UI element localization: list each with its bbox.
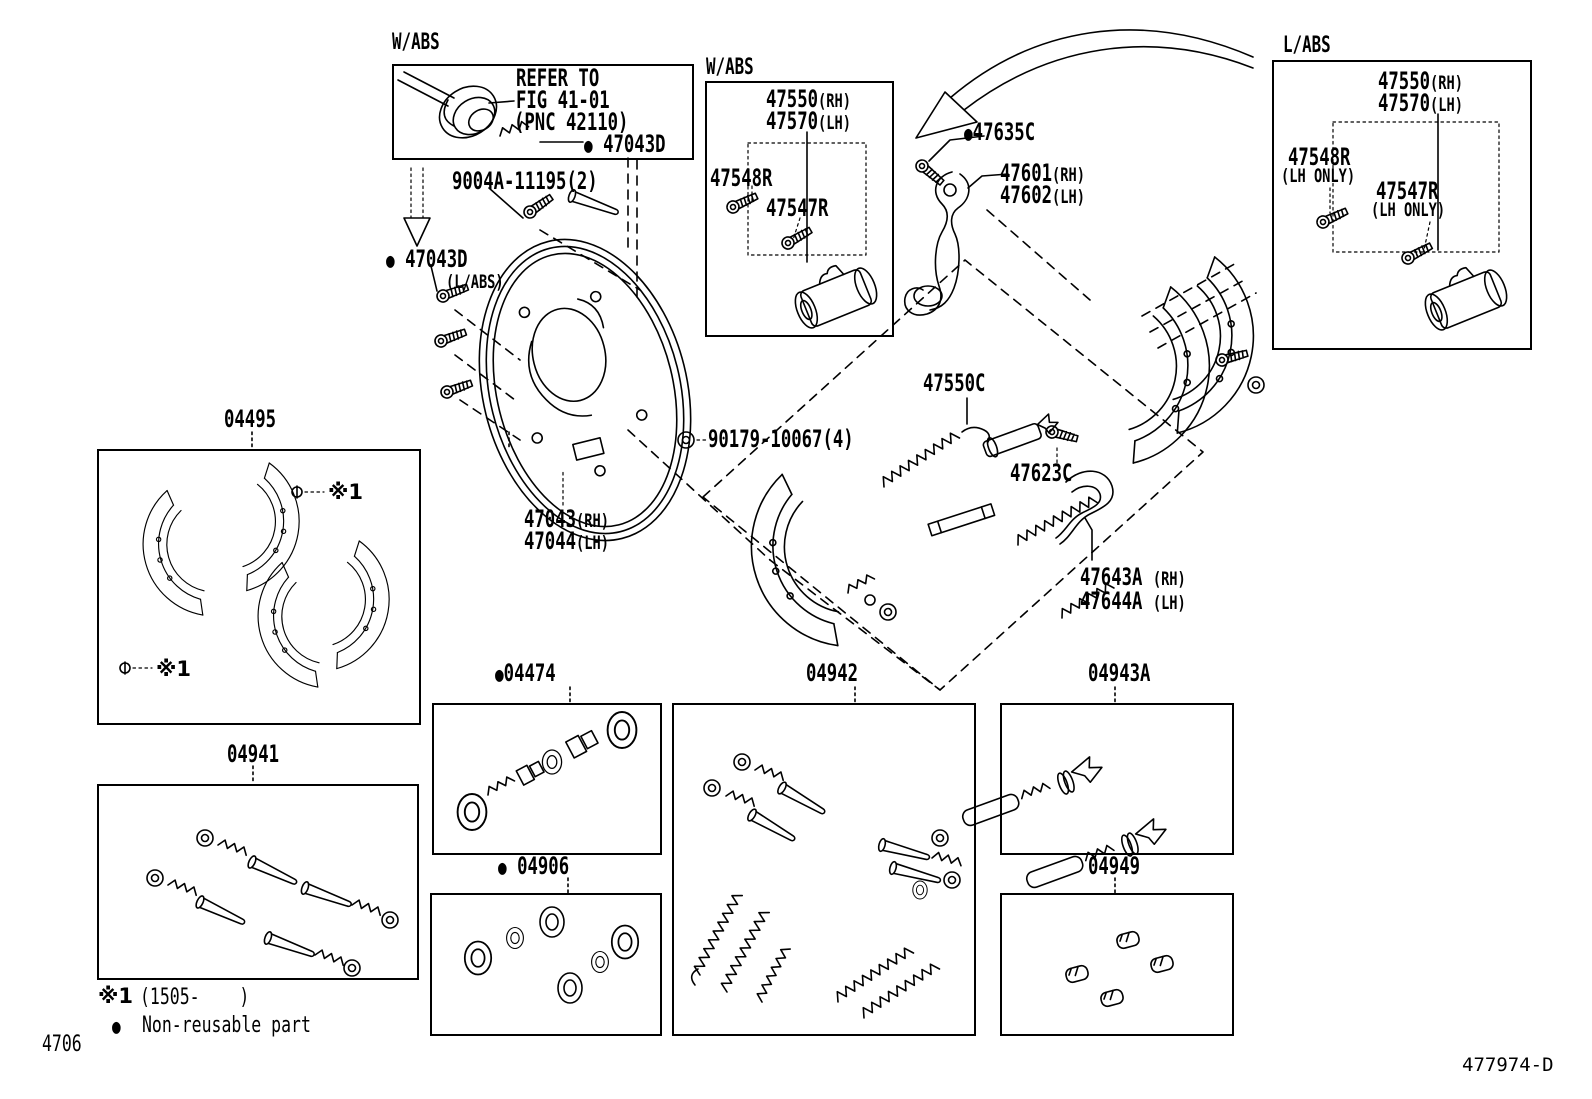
non-reusable-bullet-icon: ● xyxy=(495,662,504,686)
part-number: 47602 xyxy=(1000,181,1053,209)
parking-lever-drawing xyxy=(905,172,969,315)
callout-47644a xyxy=(1080,589,1186,613)
callout-9004a: 9004A-11195(2) xyxy=(452,167,598,195)
ref-mark-1: ※1 xyxy=(328,480,364,504)
part-number: 47635C xyxy=(972,118,1036,146)
part-47547r-wabs: 47547R xyxy=(766,194,829,222)
part-side: (LH) xyxy=(1052,186,1085,208)
ref-mark-2: ※1 xyxy=(156,657,192,681)
part-47547r-labs-note: (LH ONLY) xyxy=(1371,199,1446,221)
footnote-ref-mark: ※1 xyxy=(98,984,134,1008)
refer-line3: (PNC 42110) xyxy=(514,108,629,136)
footnote-date-range: (1505- ) xyxy=(140,985,250,1010)
callout-47602 xyxy=(1000,183,1085,207)
brake-shoe-right-drawing xyxy=(1123,255,1270,475)
callout-90179: 90179-10067(4) xyxy=(708,425,854,453)
part-side: (LH) xyxy=(576,532,609,554)
footnote-bullet-icon: ● xyxy=(112,1014,121,1038)
kit-box-04941 xyxy=(97,784,419,980)
callout-47043d-top xyxy=(584,132,666,156)
non-reusable-bullet-icon: ● xyxy=(964,121,973,145)
kit-title-04942: 04942 xyxy=(806,659,859,687)
page-number: 4706 xyxy=(42,1032,82,1057)
part-47548r-wabs: 47548R xyxy=(710,164,773,192)
kit-box-04943a xyxy=(1000,703,1234,855)
part-number: 47550 xyxy=(766,85,819,113)
non-reusable-bullet-icon: ● xyxy=(386,248,395,272)
part-number: 47043D xyxy=(603,130,666,158)
part-47570-wabs xyxy=(766,109,851,133)
callout-47043d-labs xyxy=(386,247,468,271)
kit-title-04495: 04495 xyxy=(224,405,277,433)
part-side: (LH) xyxy=(1152,592,1186,614)
non-reusable-bullet-icon: ● xyxy=(584,133,593,157)
part-number: 47570 xyxy=(1378,89,1431,117)
part-side: (LH) xyxy=(818,112,851,134)
part-number: 47044 xyxy=(524,527,577,555)
part-number: 47643A xyxy=(1080,563,1143,591)
part-number: 47570 xyxy=(766,107,819,135)
drawing-number: 477974-D xyxy=(1462,1054,1554,1076)
part-47548r-labs-note: (LH ONLY) xyxy=(1281,165,1356,187)
kit-number: 04474 xyxy=(503,659,556,687)
kit-title-04941: 04941 xyxy=(227,740,280,768)
callout-47623c: 47623C xyxy=(1010,459,1073,487)
part-47548r-labs: 47548R xyxy=(1288,143,1351,171)
part-side: (RH) xyxy=(1430,72,1463,94)
part-number: 47043 xyxy=(524,505,577,533)
down-arrow xyxy=(404,168,430,246)
footnote-nonreusable: Non-reusable part xyxy=(142,1013,311,1038)
callout-47643a xyxy=(1080,565,1186,589)
part-number: 47550 xyxy=(1378,67,1431,95)
part-side: (RH) xyxy=(1052,164,1085,186)
callout-47550c: 47550C xyxy=(923,369,986,397)
refer-line2: FIG 41-01 xyxy=(516,86,610,114)
part-47570-labs xyxy=(1378,91,1463,115)
part-47547r-labs: 47547R xyxy=(1376,177,1439,205)
kit-box-04906 xyxy=(430,893,662,1036)
part-side: (RH) xyxy=(818,90,851,112)
adjuster-springs-drawing xyxy=(845,398,1114,620)
kit-box-04495 xyxy=(97,449,421,725)
kit-title-04474 xyxy=(495,661,556,685)
labs-cylinder-tag: L/ABS xyxy=(1283,33,1331,58)
kit-title-04906 xyxy=(498,854,569,878)
kit-box-04942 xyxy=(672,703,976,1036)
part-side: (LH) xyxy=(1430,94,1463,116)
part-side: (RH) xyxy=(576,510,609,532)
wabs-cylinder-tag: W/ABS xyxy=(706,55,754,80)
callout-47043d-labs-note: (L/ABS) xyxy=(446,271,504,293)
part-number: 47043D xyxy=(405,245,468,273)
non-reusable-bullet-icon: ● xyxy=(498,855,507,879)
part-number: 47644A xyxy=(1080,587,1143,615)
wabs-axle-tag: W/ABS xyxy=(392,30,440,55)
kit-title-04943a: 04943A xyxy=(1088,659,1151,687)
part-side: (RH) xyxy=(1152,568,1186,590)
callout-47635c xyxy=(964,120,1035,144)
part-number: 47601 xyxy=(1000,159,1053,187)
kit-box-04949 xyxy=(1000,893,1234,1036)
refer-line1: REFER TO xyxy=(516,64,600,92)
kit-number: 04906 xyxy=(517,852,570,880)
callout-47044 xyxy=(524,529,609,553)
kit-box-04474 xyxy=(432,703,662,855)
kit-title-04949: 04949 xyxy=(1088,852,1141,880)
